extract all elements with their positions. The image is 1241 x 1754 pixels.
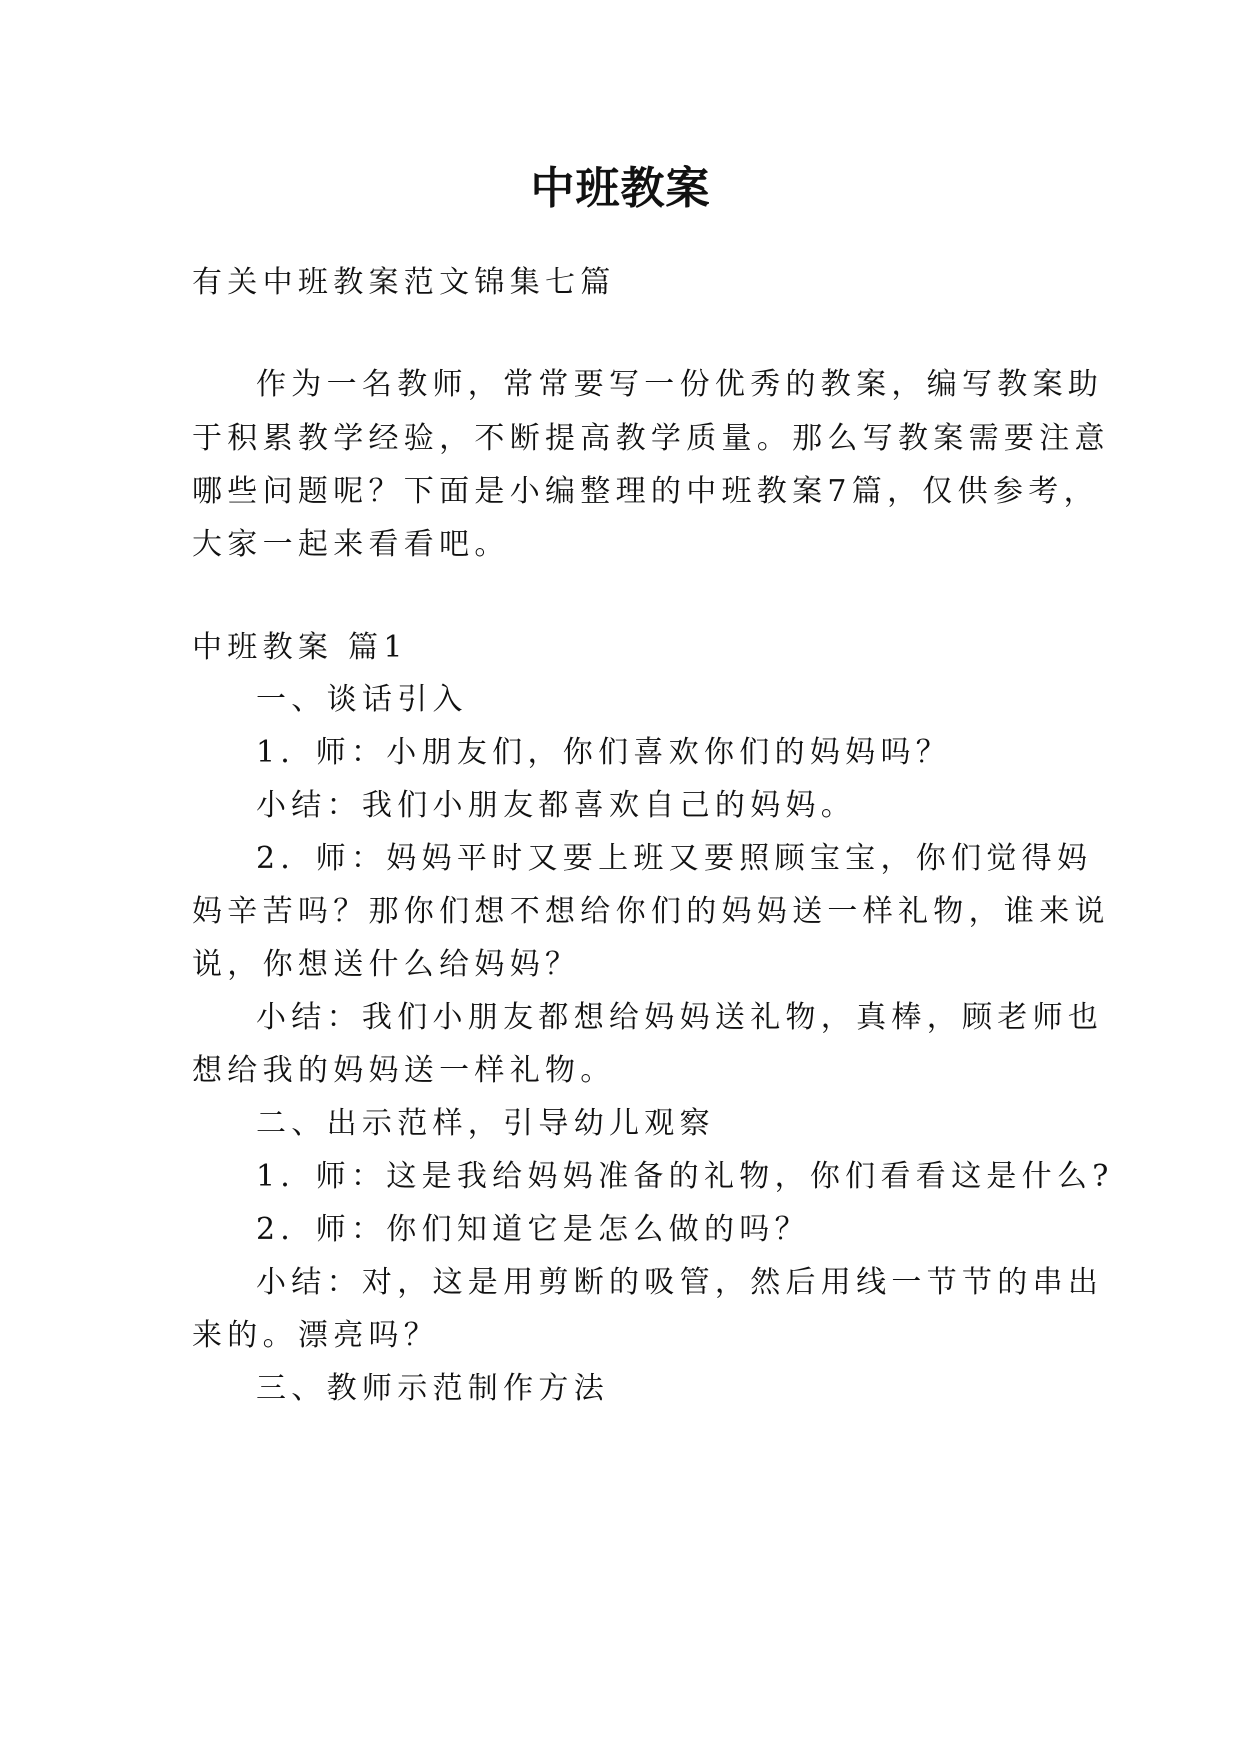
body-line: 1．师：小朋友们，你们喜欢你们的妈妈吗？: [256, 735, 952, 770]
body-line: 三、教师示范制作方法: [256, 1371, 609, 1406]
document-title: 中班教案: [530, 163, 711, 214]
body-line: 小结：对，这是用剪断的吸管，然后用线一节节的串出: [256, 1265, 1104, 1300]
body-line: 一、谈话引入: [256, 682, 468, 717]
body-line: 来的。漂亮吗？: [192, 1318, 440, 1353]
body-line: 小结：我们小朋友都喜欢自己的妈妈。: [256, 788, 857, 823]
body-line: 说，你想送什么给妈妈？: [192, 947, 581, 982]
section-heading: 中班教案 篇1: [192, 630, 408, 665]
body-line: 想给我的妈妈送一样礼物。: [192, 1053, 616, 1088]
body-line: 小结：我们小朋友都想给妈妈送礼物，真棒，顾老师也: [256, 1000, 1104, 1035]
body-line: 妈辛苦吗？那你们想不想给你们的妈妈送一样礼物，谁来说: [192, 894, 1110, 929]
intro-line: 哪些问题呢？下面是小编整理的中班教案7篇，仅供参考，: [192, 474, 1099, 509]
body-line: 1．师：这是我给妈妈准备的礼物，你们看看这是什么?: [256, 1159, 1114, 1194]
intro-line: 作为一名教师，常常要写一份优秀的教案，编写教案助: [256, 367, 1104, 402]
intro-line: 大家一起来看看吧。: [192, 527, 510, 562]
body-line: 二、出示范样，引导幼儿观察: [256, 1106, 715, 1141]
intro-line: 于积累教学经验，不断提高教学质量。那么写教案需要注意: [192, 421, 1110, 456]
body-line: 2．师：你们知道它是怎么做的吗？: [256, 1212, 810, 1247]
document-subtitle: 有关中班教案范文锦集七篇: [192, 265, 616, 300]
body-line: 2．师：妈妈平时又要上班又要照顾宝宝，你们觉得妈: [256, 841, 1093, 876]
